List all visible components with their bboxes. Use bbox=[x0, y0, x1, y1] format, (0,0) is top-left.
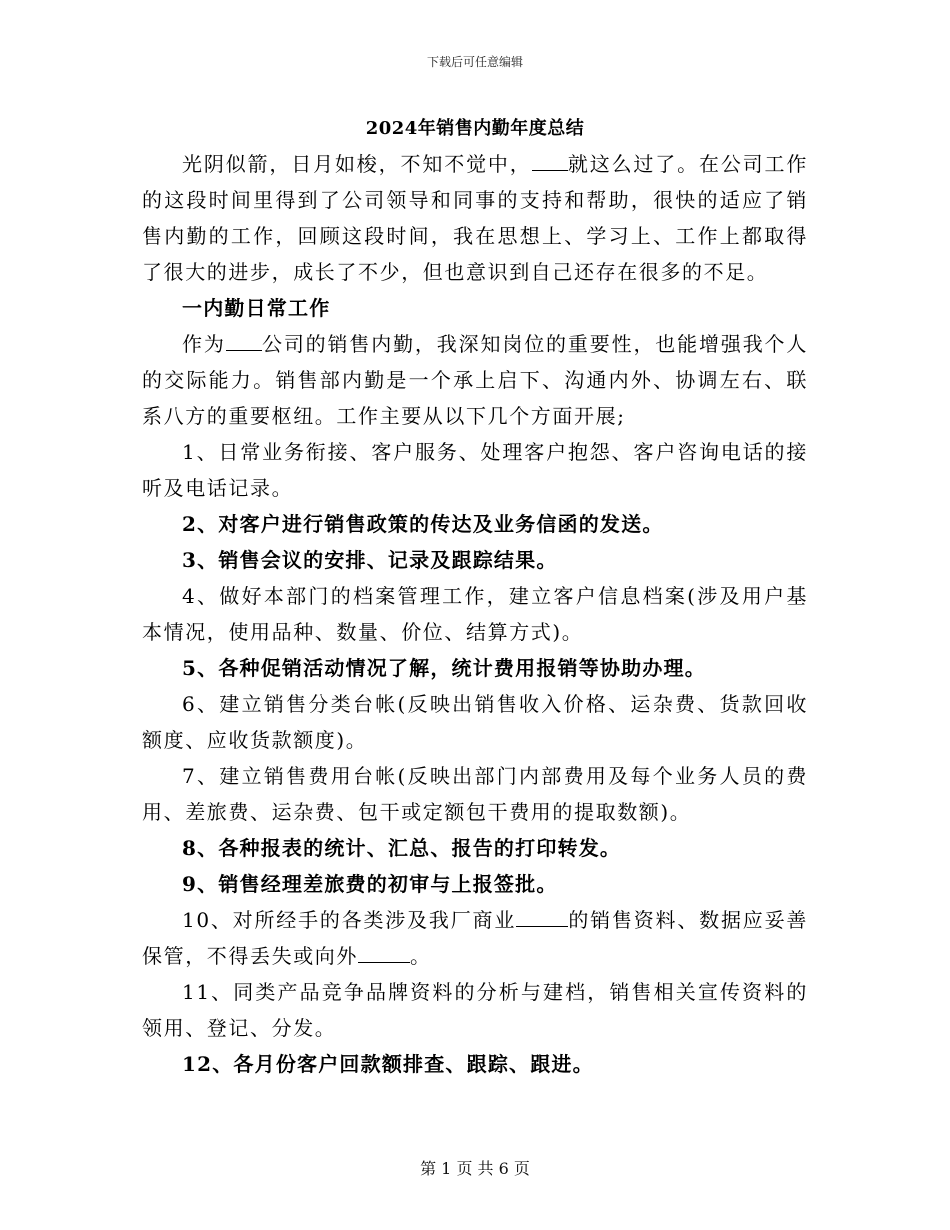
list-item-1: 1、日常业务衔接、客户服务、处理客户抱怨、客户咨询电话的接听及电话记录。 bbox=[142, 440, 808, 500]
list-item-10 bbox=[142, 902, 808, 974]
document-title: 2024年销售内勤年度总结 bbox=[365, 118, 585, 139]
list-item-6: 6、建立销售分类台帐(反映出销售收入价格、运杂费、货款回收额度、应收货款额度)。 bbox=[142, 692, 808, 752]
page-footer: 第 1 页 共 6 页 bbox=[420, 1159, 530, 1178]
blank-underline bbox=[516, 906, 568, 927]
role-text-1: 作为 bbox=[182, 332, 226, 356]
list-item-8: 8、各种报表的统计、汇总、报告的打印转发。 bbox=[182, 836, 622, 860]
blank-underline bbox=[358, 942, 410, 963]
item10-text-1: 10、对所经手的各类涉及我厂商业 bbox=[182, 908, 517, 932]
document-body bbox=[142, 146, 808, 1082]
blank-underline bbox=[226, 330, 262, 351]
role-text-2: 公司的销售内勤，我深知岗位的重要性，也能增强我个人的交际能力。销售部内勤是一个承上启下、沟通内外、协调左右、联系八方的重要枢纽。工作主要从以下几个方面开展; bbox=[142, 332, 809, 428]
list-item-3: 3、销售会议的安排、记录及跟踪结果。 bbox=[182, 548, 558, 572]
list-item-4: 4、做好本部门的档案管理工作，建立客户信息档案(涉及用户基本情况，使用品种、数量、价位、结算方式)。 bbox=[142, 584, 808, 644]
intro-paragraph bbox=[142, 146, 808, 290]
list-item-2: 2、对客户进行销售政策的传达及业务信函的发送。 bbox=[182, 512, 664, 536]
section-heading: 一内勤日常工作 bbox=[182, 296, 331, 320]
item10-text-3: 。 bbox=[410, 944, 432, 968]
item10-text-2: 的销售资料、数据应妥善保管，不得丢失或向外 bbox=[142, 908, 808, 968]
intro-text-2: 就这么过了。在公司工作的这段时间里得到了公司领导和同事的支持和帮助，很快的适应了销售内勤的工作，回顾这段时间，我在思想上、学习上、工作上都取得了很大的进步，成长了不少，但也意识到自己还存在很多的不足。 bbox=[142, 152, 808, 284]
list-item-7: 7、建立销售费用台帐(反映出部门内部费用及每个业务人员的费用、差旅费、运杂费、包干或定额包干费用的提取数额)。 bbox=[142, 764, 808, 824]
intro-text-1: 光阴似箭，日月如梭，不知不觉中， bbox=[182, 152, 532, 176]
header-note: 下载后可任意编辑 bbox=[426, 55, 523, 69]
list-item-11: 11、同类产品竞争品牌资料的分析与建档，销售相关宣传资料的领用、登记、分发。 bbox=[142, 980, 808, 1040]
list-item-5: 5、各种促销活动情况了解，统计费用报销等协助办理。 bbox=[182, 656, 706, 680]
list-item-12: 12、各月份客户回款额排查、跟踪、跟进。 bbox=[182, 1052, 594, 1076]
blank-underline bbox=[532, 150, 568, 171]
list-item-9: 9、销售经理差旅费的初审与上报签批。 bbox=[182, 872, 558, 896]
role-paragraph bbox=[142, 326, 808, 434]
